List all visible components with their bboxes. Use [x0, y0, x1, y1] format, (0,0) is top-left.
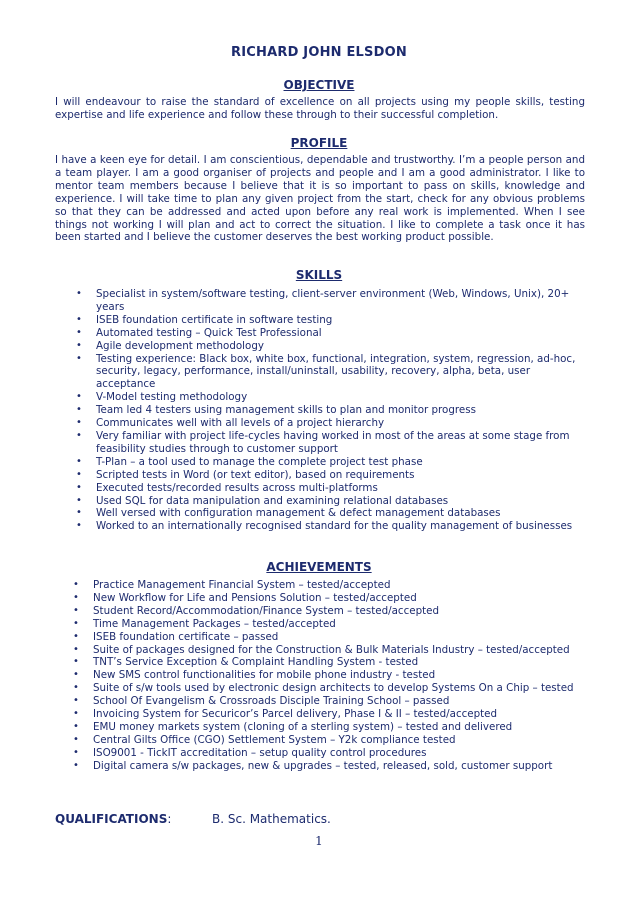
list-item-text: Practice Management Financial System – tested/accepted [93, 579, 391, 591]
list-item [76, 288, 586, 314]
bullet-icon: • [76, 391, 82, 403]
bullet-icon: • [73, 695, 79, 707]
bullet-icon: • [76, 429, 82, 441]
list-item-text: EMU money markets system (cloning of a sterling system) – tested and delivered [93, 720, 513, 733]
list-item [73, 669, 585, 682]
list-item [76, 494, 586, 508]
skills-list [76, 288, 586, 533]
bullet-icon: • [73, 746, 79, 758]
bullet-icon: • [73, 682, 79, 694]
list-item-text: Used SQL for data manipulation and examining relational databases [96, 494, 449, 507]
list-item [76, 417, 586, 430]
qualifications-row [55, 812, 331, 826]
list-item [73, 656, 585, 669]
list-item-text: ISO9001 - TickIT accreditation – setup quality control procedures [93, 746, 427, 759]
achievements-heading: ACHIEVEMENTS [266, 560, 372, 574]
profile-text: I have a keen eye for detail. I am conscientious, dependable and trustworthy. I’m a people person and a team player. I am a good organiser of projects and people and I am a good administrator. I like to mentor team members because I believe that it is so important to pass on skills, knowledge and experience. I will take time to plan any given project from the start, check for any obvious problems so that they can be addressed and acted upon before any real work is implemented. When I see things not working I will plan and act to correct the situation. I like to complete a task once it has been started and I believe the customer deserves the best working product possible. [55, 154, 585, 244]
list-item-text: Executed tests/recorded results across multi-platforms [96, 481, 378, 494]
bullet-icon: • [76, 288, 82, 299]
candidate-name: RICHARD JOHN ELSDON [231, 45, 407, 60]
list-item [73, 695, 585, 708]
achievements-list [73, 579, 585, 773]
list-item [76, 481, 586, 495]
bullet-icon: • [73, 656, 79, 668]
bullet-icon: • [76, 313, 82, 325]
list-item-text: Suite of packages designed for the Construction & Bulk Materials Industry – tested/accepted [93, 643, 570, 656]
list-item [73, 579, 585, 592]
bullet-icon: • [73, 617, 79, 629]
bullet-icon: • [73, 669, 79, 681]
bullet-icon: • [73, 579, 79, 590]
list-item-text: TNT’s Service Exception & Complaint Handling System - tested [93, 656, 419, 669]
list-item [76, 352, 586, 392]
list-item-text: Agile development methodology [96, 339, 264, 352]
bullet-icon: • [73, 733, 79, 745]
bullet-icon: • [73, 720, 79, 732]
qualifications-label: QUALIFICATIONS [55, 812, 168, 826]
list-item [76, 313, 586, 327]
list-item-text: ISEB foundation certificate in software testing [96, 313, 333, 326]
list-item [73, 643, 585, 657]
profile-heading: PROFILE [290, 136, 348, 150]
list-item-text: Scripted tests in Word (or text editor), based on requirements [96, 468, 415, 481]
list-item [73, 720, 585, 734]
list-item-text: Specialist in system/software testing, client-server environment (Web, Windows, Unix), 20+ years [96, 288, 570, 313]
qualifications-value: B. Sc. Mathematics. [212, 812, 331, 826]
bullet-icon: • [73, 591, 79, 603]
list-item-text: New Workflow for Life and Pensions Solution – tested/accepted [93, 591, 417, 604]
list-item [73, 759, 585, 773]
bullet-icon: • [73, 643, 79, 655]
list-item-text: Very familiar with project life-cycles having worked in most of the areas at some stage from feasibility studies through to customer support [96, 429, 570, 455]
list-item [76, 404, 586, 417]
bullet-icon: • [73, 759, 79, 771]
list-item-text: Worked to an internationally recognised standard for the quality management of businesses [96, 520, 573, 533]
bullet-icon: • [73, 708, 79, 720]
bullet-icon: • [73, 604, 79, 616]
objective-heading: OBJECTIVE [283, 78, 355, 92]
list-item [76, 391, 586, 404]
list-item-text: Time Management Packages – tested/accepted [93, 617, 336, 630]
skills-heading: SKILLS [295, 268, 343, 282]
list-item-text: New SMS control functionalities for mobile phone industry - tested [93, 669, 436, 682]
list-item-text: Student Record/Accommodation/Finance System – tested/accepted [93, 604, 440, 617]
list-item-text: T-Plan – a tool used to manage the complete project test phase [96, 455, 423, 468]
objective-text: I will endeavour to raise the standard of excellence on all projects using my people skills, testing expertise and life experience and follow these through to their successful completion. [55, 96, 585, 121]
list-item [73, 604, 585, 618]
bullet-icon: • [76, 481, 82, 493]
list-item [73, 746, 585, 760]
list-item-text: Well versed with configuration management & defect management databases [96, 507, 501, 520]
bullet-icon: • [76, 326, 82, 338]
list-item [73, 708, 585, 721]
list-item-text: Suite of s/w tools used by electronic design architects to develop Systems On a Chip – tested [93, 682, 574, 695]
list-item [73, 733, 585, 747]
bullet-icon: • [76, 339, 82, 351]
qualifications-colon: : [167, 812, 172, 826]
list-item-text: Invoicing System for Securicor’s Parcel delivery, Phase I & II – tested/accepted [93, 708, 498, 721]
bullet-icon: • [73, 630, 79, 642]
bullet-icon: • [76, 404, 82, 416]
list-item [76, 507, 586, 520]
bullet-icon: • [76, 520, 82, 532]
list-item [73, 682, 585, 695]
list-item-text: Team led 4 testers using management skills to plan and monitor progress [96, 404, 476, 417]
list-item [76, 455, 586, 469]
list-item [73, 591, 585, 605]
list-item-text: V-Model testing methodology [96, 391, 248, 404]
bullet-icon: • [76, 352, 82, 364]
page-number: 1 [315, 834, 323, 848]
list-item-text: School Of Evangelism & Crossroads Disciple Training School – passed [93, 695, 450, 708]
list-item [76, 468, 586, 482]
bullet-icon: • [76, 455, 82, 467]
list-item [76, 429, 586, 456]
list-item [76, 326, 586, 340]
list-item-text: Communicates well with all levels of a project hierarchy [96, 417, 385, 430]
bullet-icon: • [76, 494, 82, 506]
list-item [76, 520, 586, 533]
list-item-text: Testing experience: Black box, white box, functional, integration, system, regression, ad-hoc, security, legacy, performance, install/uninstall, usability, recovery, alpha, beta, user acceptance [96, 352, 576, 391]
list-item-text: ISEB foundation certificate – passed [93, 630, 279, 643]
list-item [73, 630, 585, 644]
bullet-icon: • [76, 417, 82, 429]
bullet-icon: • [76, 507, 82, 519]
list-item-text: Automated testing – Quick Test Professional [96, 326, 322, 339]
list-item [73, 617, 585, 631]
list-item [76, 339, 586, 353]
bullet-icon: • [76, 468, 82, 480]
list-item-text: Central Gilts Office (CGO) Settlement System – Y2k compliance tested [93, 733, 456, 746]
list-item-text: Digital camera s/w packages, new & upgrades – tested, released, sold, customer support [93, 759, 553, 772]
